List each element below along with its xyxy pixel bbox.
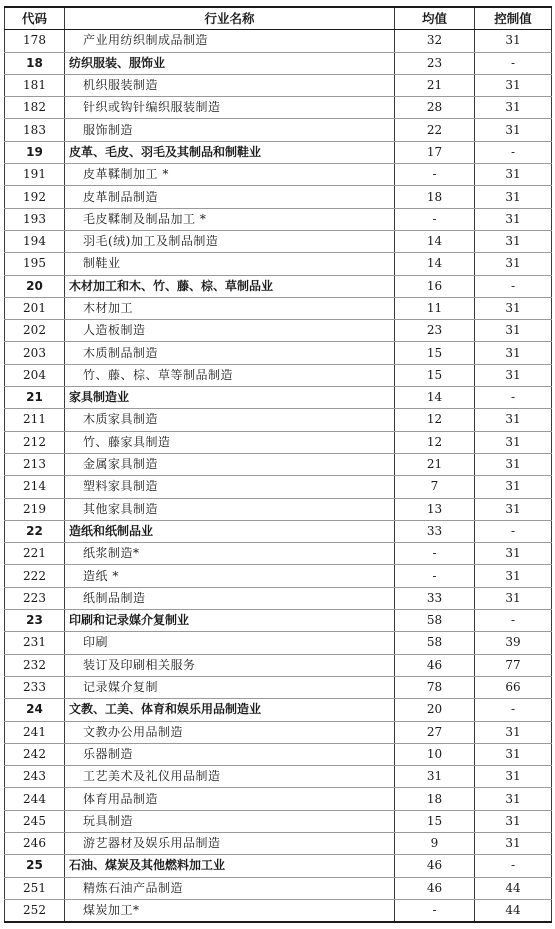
cell-name: 服饰制造 <box>65 119 395 141</box>
cell-name: 皮革鞣制加工 * <box>65 164 395 186</box>
cell-control: 31 <box>475 297 552 319</box>
cell-avg: 58 <box>395 610 475 632</box>
cell-code: 212 <box>5 431 65 453</box>
table-header <box>5 7 552 30</box>
cell-avg: 18 <box>395 788 475 810</box>
header-row <box>5 7 552 30</box>
table-row <box>5 74 552 96</box>
cell-avg: 33 <box>395 520 475 542</box>
cell-control: 31 <box>475 119 552 141</box>
cell-control: - <box>475 52 552 74</box>
cell-control: 66 <box>475 676 552 698</box>
table-row <box>5 97 552 119</box>
industry-table <box>4 6 552 923</box>
cell-avg: 31 <box>395 766 475 788</box>
cell-name: 人造板制造 <box>65 320 395 342</box>
cell-name: 玩具制造 <box>65 810 395 832</box>
cell-avg: 21 <box>395 453 475 475</box>
cell-avg: 46 <box>395 654 475 676</box>
cell-code: 23 <box>5 610 65 632</box>
cell-avg: 33 <box>395 587 475 609</box>
cell-code: 219 <box>5 498 65 520</box>
cell-avg: 78 <box>395 676 475 698</box>
table-row <box>5 230 552 252</box>
cell-name: 家具制造业 <box>65 387 395 409</box>
table-row <box>5 721 552 743</box>
cell-avg: 28 <box>395 97 475 119</box>
cell-code: 204 <box>5 364 65 386</box>
cell-code: 191 <box>5 164 65 186</box>
cell-name: 纸制品制造 <box>65 587 395 609</box>
cell-name: 竹、藤家具制造 <box>65 431 395 453</box>
cell-avg: 9 <box>395 832 475 854</box>
cell-control: - <box>475 520 552 542</box>
cell-name: 文教、工美、体育和娱乐用品制造业 <box>65 699 395 721</box>
cell-code: 213 <box>5 453 65 475</box>
category-row <box>5 610 552 632</box>
category-row <box>5 52 552 74</box>
cell-code: 203 <box>5 342 65 364</box>
cell-code: 243 <box>5 766 65 788</box>
cell-control: 31 <box>475 476 552 498</box>
table-row <box>5 832 552 854</box>
cell-code: 21 <box>5 387 65 409</box>
cell-name: 皮革、毛皮、羽毛及其制品和制鞋业 <box>65 141 395 163</box>
cell-avg: 17 <box>395 141 475 163</box>
table-row <box>5 253 552 275</box>
cell-control: 31 <box>475 743 552 765</box>
cell-control: 31 <box>475 342 552 364</box>
cell-control: 31 <box>475 788 552 810</box>
cell-avg: 14 <box>395 230 475 252</box>
table-row <box>5 676 552 698</box>
cell-name: 记录媒介复制 <box>65 676 395 698</box>
cell-control: - <box>475 855 552 877</box>
category-row <box>5 387 552 409</box>
cell-control: 31 <box>475 565 552 587</box>
cell-code: 241 <box>5 721 65 743</box>
table-row <box>5 654 552 676</box>
cell-avg: 21 <box>395 74 475 96</box>
cell-avg: 7 <box>395 476 475 498</box>
cell-name: 其他家具制造 <box>65 498 395 520</box>
cell-avg: 18 <box>395 186 475 208</box>
cell-name: 毛皮鞣制及制品加工 * <box>65 208 395 230</box>
cell-name: 纸浆制造* <box>65 543 395 565</box>
cell-name: 印刷和记录媒介复制业 <box>65 610 395 632</box>
cell-name: 木质家具制造 <box>65 409 395 431</box>
cell-avg: 15 <box>395 810 475 832</box>
cell-control: 31 <box>475 164 552 186</box>
cell-control: 31 <box>475 832 552 854</box>
cell-name: 羽毛(绒)加工及制品制造 <box>65 230 395 252</box>
cell-avg: 14 <box>395 387 475 409</box>
cell-avg: 12 <box>395 431 475 453</box>
cell-code: 214 <box>5 476 65 498</box>
cell-name: 木质制品制造 <box>65 342 395 364</box>
cell-avg: 46 <box>395 855 475 877</box>
category-row <box>5 141 552 163</box>
cell-control: 31 <box>475 431 552 453</box>
cell-avg: 58 <box>395 632 475 654</box>
table-row <box>5 565 552 587</box>
cell-control: 31 <box>475 810 552 832</box>
cell-avg: 23 <box>395 320 475 342</box>
cell-avg: 14 <box>395 253 475 275</box>
cell-code: 221 <box>5 543 65 565</box>
table-row <box>5 320 552 342</box>
cell-code: 182 <box>5 97 65 119</box>
cell-name: 机织服装制造 <box>65 74 395 96</box>
table-row <box>5 877 552 899</box>
table-row <box>5 431 552 453</box>
cell-code: 19 <box>5 141 65 163</box>
cell-avg: 23 <box>395 52 475 74</box>
cell-code: 222 <box>5 565 65 587</box>
cell-code: 193 <box>5 208 65 230</box>
cell-control: 31 <box>475 453 552 475</box>
cell-code: 223 <box>5 587 65 609</box>
cell-name: 产业用纺织制成品制造 <box>65 30 395 52</box>
category-row <box>5 699 552 721</box>
cell-control: 44 <box>475 899 552 922</box>
cell-avg: 10 <box>395 743 475 765</box>
cell-code: 242 <box>5 743 65 765</box>
cell-code: 252 <box>5 899 65 922</box>
cell-code: 246 <box>5 832 65 854</box>
table-row <box>5 743 552 765</box>
cell-avg: 32 <box>395 30 475 52</box>
table-row <box>5 453 552 475</box>
cell-name: 游艺器材及娱乐用品制造 <box>65 832 395 854</box>
cell-code: 22 <box>5 520 65 542</box>
header-avg: 均值 <box>395 7 475 30</box>
header-control: 控制值 <box>475 7 552 30</box>
cell-control: - <box>475 275 552 297</box>
table-row <box>5 409 552 431</box>
cell-control: 31 <box>475 766 552 788</box>
cell-control: 31 <box>475 364 552 386</box>
table-row <box>5 119 552 141</box>
category-row <box>5 855 552 877</box>
table-row <box>5 498 552 520</box>
cell-name: 木材加工和木、竹、藤、棕、草制品业 <box>65 275 395 297</box>
table-row <box>5 364 552 386</box>
table-body <box>5 30 552 922</box>
table-row <box>5 342 552 364</box>
category-row <box>5 275 552 297</box>
cell-avg: 27 <box>395 721 475 743</box>
cell-code: 25 <box>5 855 65 877</box>
cell-code: 211 <box>5 409 65 431</box>
cell-code: 251 <box>5 877 65 899</box>
cell-control: 39 <box>475 632 552 654</box>
cell-code: 194 <box>5 230 65 252</box>
cell-code: 195 <box>5 253 65 275</box>
cell-control: - <box>475 141 552 163</box>
cell-name: 金属家具制造 <box>65 453 395 475</box>
cell-code: 24 <box>5 699 65 721</box>
cell-control: 31 <box>475 721 552 743</box>
cell-code: 231 <box>5 632 65 654</box>
cell-name: 装订及印刷相关服务 <box>65 654 395 676</box>
cell-control: 31 <box>475 97 552 119</box>
cell-control: 31 <box>475 543 552 565</box>
cell-code: 20 <box>5 275 65 297</box>
header-code: 代码 <box>5 7 65 30</box>
cell-code: 18 <box>5 52 65 74</box>
cell-code: 178 <box>5 30 65 52</box>
table-row <box>5 899 552 922</box>
cell-control: 31 <box>475 409 552 431</box>
cell-avg: - <box>395 543 475 565</box>
table-row <box>5 30 552 52</box>
cell-avg: 15 <box>395 342 475 364</box>
cell-control: 31 <box>475 320 552 342</box>
table-row <box>5 164 552 186</box>
table-row <box>5 766 552 788</box>
cell-control: 31 <box>475 186 552 208</box>
cell-name: 煤炭加工* <box>65 899 395 922</box>
table-row <box>5 208 552 230</box>
cell-avg: 16 <box>395 275 475 297</box>
cell-avg: - <box>395 899 475 922</box>
cell-control: 31 <box>475 208 552 230</box>
cell-avg: - <box>395 164 475 186</box>
cell-control: 44 <box>475 877 552 899</box>
cell-avg: 22 <box>395 119 475 141</box>
cell-control: - <box>475 699 552 721</box>
cell-name: 石油、煤炭及其他燃料加工业 <box>65 855 395 877</box>
cell-avg: - <box>395 208 475 230</box>
cell-name: 乐器制造 <box>65 743 395 765</box>
cell-name: 竹、藤、棕、草等制品制造 <box>65 364 395 386</box>
cell-control: - <box>475 610 552 632</box>
cell-name: 体育用品制造 <box>65 788 395 810</box>
cell-control: 31 <box>475 30 552 52</box>
cell-name: 精炼石油产品制造 <box>65 877 395 899</box>
cell-name: 造纸和纸制品业 <box>65 520 395 542</box>
table-row <box>5 543 552 565</box>
cell-name: 皮革制品制造 <box>65 186 395 208</box>
cell-control: 31 <box>475 74 552 96</box>
cell-code: 232 <box>5 654 65 676</box>
table-row <box>5 476 552 498</box>
cell-code: 183 <box>5 119 65 141</box>
cell-name: 制鞋业 <box>65 253 395 275</box>
cell-code: 181 <box>5 74 65 96</box>
cell-code: 201 <box>5 297 65 319</box>
cell-name: 塑料家具制造 <box>65 476 395 498</box>
header-name: 行业名称 <box>65 7 395 30</box>
table-row <box>5 587 552 609</box>
cell-name: 工艺美术及礼仪用品制造 <box>65 766 395 788</box>
cell-code: 233 <box>5 676 65 698</box>
cell-avg: 15 <box>395 364 475 386</box>
cell-control: 77 <box>475 654 552 676</box>
cell-code: 202 <box>5 320 65 342</box>
cell-avg: 13 <box>395 498 475 520</box>
cell-avg: 11 <box>395 297 475 319</box>
cell-avg: 46 <box>395 877 475 899</box>
cell-name: 印刷 <box>65 632 395 654</box>
category-row <box>5 520 552 542</box>
table-row <box>5 186 552 208</box>
table-row <box>5 297 552 319</box>
table-row <box>5 788 552 810</box>
cell-code: 192 <box>5 186 65 208</box>
cell-code: 244 <box>5 788 65 810</box>
cell-control: 31 <box>475 498 552 520</box>
table-row <box>5 632 552 654</box>
cell-control: 31 <box>475 587 552 609</box>
cell-name: 造纸 * <box>65 565 395 587</box>
cell-code: 245 <box>5 810 65 832</box>
cell-name: 纺织服装、服饰业 <box>65 52 395 74</box>
cell-control: 31 <box>475 253 552 275</box>
cell-control: - <box>475 387 552 409</box>
cell-control: 31 <box>475 230 552 252</box>
cell-avg: - <box>395 565 475 587</box>
cell-name: 文教办公用品制造 <box>65 721 395 743</box>
cell-name: 针织或钩针编织服装制造 <box>65 97 395 119</box>
cell-avg: 20 <box>395 699 475 721</box>
cell-name: 木材加工 <box>65 297 395 319</box>
cell-avg: 12 <box>395 409 475 431</box>
table-row <box>5 810 552 832</box>
